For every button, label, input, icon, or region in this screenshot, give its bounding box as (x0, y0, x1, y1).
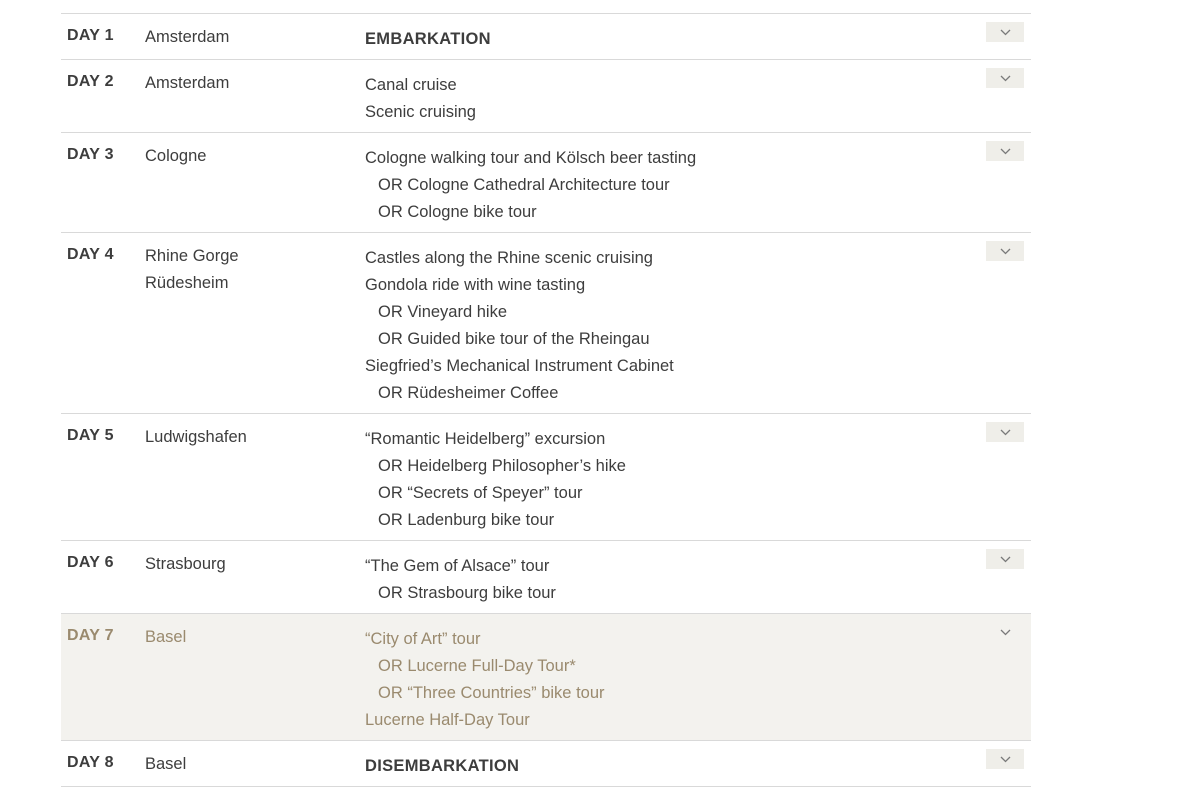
location-list (145, 624, 355, 651)
activity-list (365, 553, 965, 607)
day-label: DAY 1 (67, 27, 114, 44)
expand-day-button[interactable] (986, 749, 1024, 769)
day-label: DAY 7 (67, 627, 114, 644)
itinerary-day-row-3[interactable] (61, 133, 1031, 233)
activity-item: Canal cruise (365, 76, 457, 94)
day-label: DAY 6 (67, 554, 114, 571)
chevron-down-icon (1000, 248, 1011, 255)
activity-item: Gondola ride with wine tasting (365, 276, 586, 294)
itinerary-day-row-8[interactable] (61, 741, 1031, 787)
chevron-down-icon (1000, 429, 1011, 436)
location-list (145, 551, 355, 578)
expand-day-button[interactable] (986, 241, 1024, 261)
location-name: Rüdesheim (145, 274, 229, 292)
alternative-activity: OR Ladenburg bike tour (378, 511, 555, 529)
chevron-down-icon (1000, 75, 1011, 82)
location-name: Rhine Gorge (145, 247, 239, 265)
alternative-activity: OR Lucerne Full-Day Tour* (378, 657, 576, 675)
itinerary-day-row-2[interactable] (61, 60, 1031, 133)
activity-item: Scenic cruising (365, 103, 476, 121)
itinerary-day-row-6[interactable] (61, 541, 1031, 614)
location-name: Basel (145, 755, 187, 773)
alternative-activity: OR Cologne Cathedral Architecture tour (378, 176, 670, 194)
expand-day-button[interactable] (986, 549, 1024, 569)
alternative-activity: OR Vineyard hike (378, 303, 508, 321)
location-name: Amsterdam (145, 74, 230, 92)
day-label: DAY 4 (67, 246, 114, 263)
activity-list (365, 26, 965, 53)
chevron-down-icon (1000, 148, 1011, 155)
location-list (145, 143, 355, 170)
location-list (145, 751, 355, 778)
activity-list (365, 145, 965, 226)
expand-day-button[interactable] (986, 422, 1024, 442)
itinerary-day-row-4[interactable] (61, 233, 1031, 414)
activity-list (365, 72, 965, 126)
alternative-activity: OR “Three Countries” bike tour (378, 684, 605, 702)
activity-list (365, 245, 965, 407)
day-label: DAY 2 (67, 73, 114, 90)
activity-list (365, 753, 965, 780)
activity-item: DISEMBARKATION (365, 757, 520, 775)
activity-list (365, 626, 965, 734)
expand-day-button[interactable] (986, 141, 1024, 161)
alternative-activity: OR “Secrets of Speyer” tour (378, 484, 583, 502)
alternative-activity: OR Guided bike tour of the Rheingau (378, 330, 650, 348)
activity-item: “The Gem of Alsace” tour (365, 557, 550, 575)
location-name: Amsterdam (145, 28, 230, 46)
activity-item: Siegfried’s Mechanical Instrument Cabinet (365, 357, 674, 375)
location-list (145, 424, 355, 451)
activity-item: Cologne walking tour and Kölsch beer tasting (365, 149, 697, 167)
chevron-down-icon (1000, 29, 1011, 36)
activity-item: “City of Art” tour (365, 630, 481, 648)
itinerary-table (61, 13, 1031, 787)
expand-day-button[interactable] (986, 22, 1024, 42)
expand-day-button[interactable] (986, 622, 1024, 642)
itinerary-day-row-7[interactable] (61, 614, 1031, 741)
location-list (145, 70, 355, 97)
chevron-down-icon (1000, 756, 1011, 763)
location-list (145, 24, 355, 51)
day-label: DAY 3 (67, 146, 114, 163)
location-name: Cologne (145, 147, 207, 165)
itinerary-day-row-5[interactable] (61, 414, 1031, 541)
location-list (145, 243, 355, 297)
location-name: Ludwigshafen (145, 428, 247, 446)
alternative-activity: OR Rüdesheimer Coffee (378, 384, 559, 402)
alternative-activity: OR Heidelberg Philosopher’s hike (378, 457, 626, 475)
chevron-down-icon (1000, 556, 1011, 563)
day-label: DAY 5 (67, 427, 114, 444)
alternative-activity: OR Strasbourg bike tour (378, 584, 556, 602)
location-name: Basel (145, 628, 187, 646)
location-name: Strasbourg (145, 555, 226, 573)
activity-list (365, 426, 965, 534)
activity-item: Castles along the Rhine scenic cruising (365, 249, 653, 267)
day-label: DAY 8 (67, 754, 114, 771)
chevron-down-icon (1000, 629, 1011, 636)
expand-day-button[interactable] (986, 68, 1024, 88)
activity-item: Lucerne Half-Day Tour (365, 711, 530, 729)
activity-item: “Romantic Heidelberg” excursion (365, 430, 606, 448)
alternative-activity: OR Cologne bike tour (378, 203, 537, 221)
itinerary-day-row-1[interactable] (61, 14, 1031, 60)
activity-item: EMBARKATION (365, 30, 491, 48)
